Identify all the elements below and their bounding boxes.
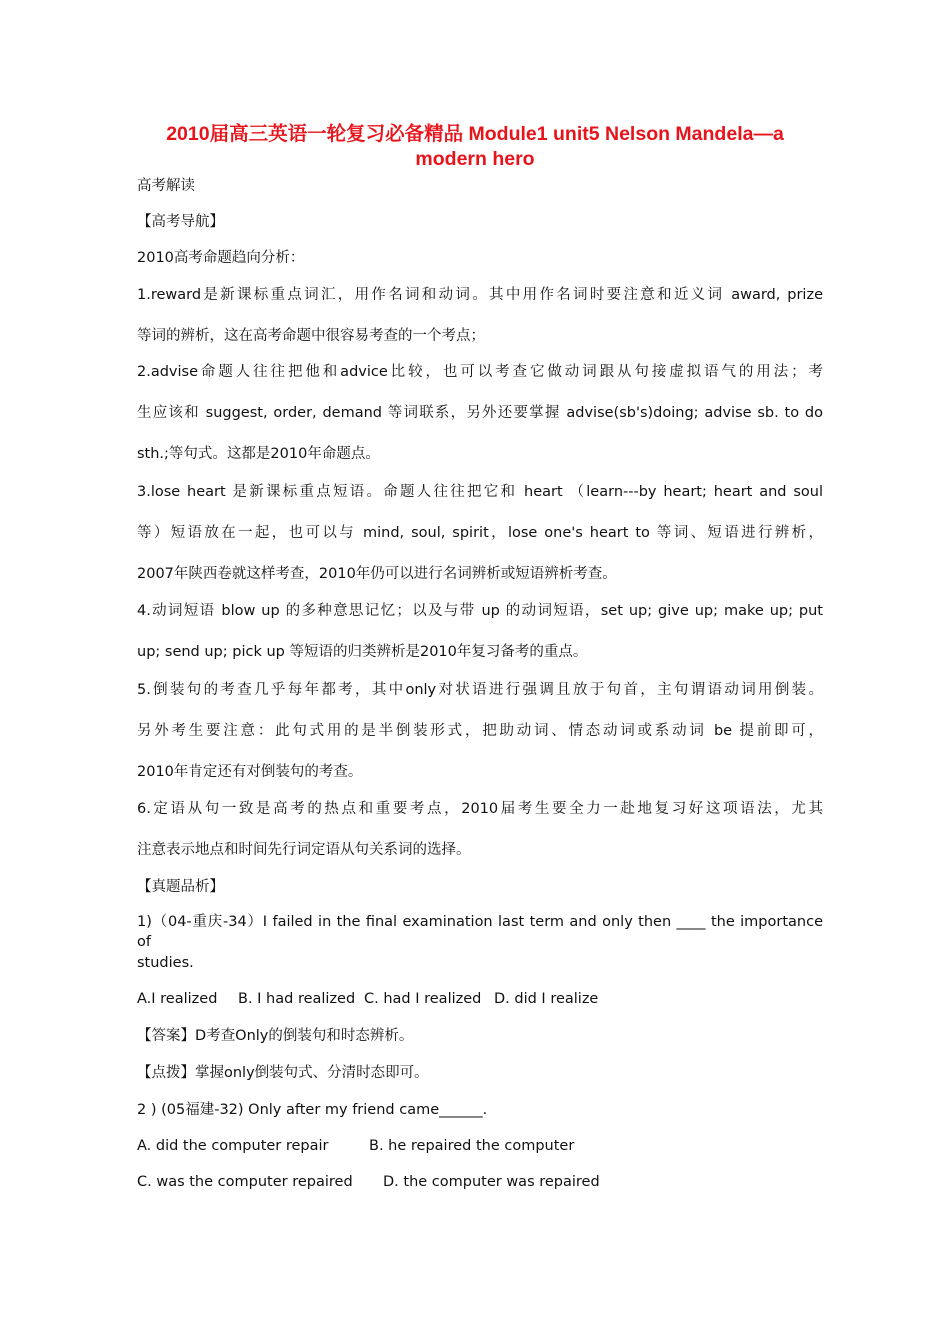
question-1-line-1: 1)（04-重庆-34）I failed in the final examination last term and only then ____ the importance of: [137, 914, 823, 950]
analysis-line: 6.定语从句一致是高考的热点和重要考点，2010届考生要全力一赴地复习好这项语法，尤其: [137, 801, 823, 817]
question-2-option-d: D. the computer was repaired: [383, 1174, 600, 1190]
analysis-line: 2.advise命题人往往把他和advice比较，也可以考查它做动词跟从句接虚拟语气的用法；考: [137, 364, 823, 380]
question-2-line: 2 ) (05福建-32) Only after my friend came______.: [137, 1102, 488, 1118]
analysis-title: 2010高考命题趋向分析：: [137, 250, 305, 266]
question-1-option-c: C. had I realized: [364, 991, 482, 1007]
question-1-option-d: D. did I realize: [494, 991, 599, 1007]
analysis-line: 5.倒装句的考查几乎每年都考，其中only对状语进行强调且放于句首，主句谓语动词用倒装。: [137, 682, 823, 698]
question-2-option-b: B. he repaired the computer: [369, 1138, 575, 1154]
question-2-option-a: A. did the computer repair: [137, 1138, 329, 1154]
analysis-line: 等）短语放在一起，也可以与 mind, soul, spirit，lose one's heart to 等词、短语进行辨析，: [137, 525, 823, 541]
analysis-line: 4.动词短语 blow up 的多种意思记忆；以及与带 up 的动词短语，set up; give up; make up; put: [137, 603, 823, 619]
analysis-line: 另外考生要注意：此句式用的是半倒装形式，把助动词、情态动词或系动词 be 提前即可，: [137, 723, 823, 739]
question-1-line-2: studies.: [137, 955, 194, 971]
section-heading: 高考解读: [137, 178, 195, 194]
analysis-line: up; send up; pick up 等短语的归类辨析是2010年复习备考的重点。: [137, 644, 588, 660]
question-1-option-a: A.I realized: [137, 991, 218, 1007]
analysis-line: sth.;等句式。这都是2010年命题点。: [137, 446, 380, 462]
title-line-2: modern hero: [415, 148, 535, 170]
analysis-line: 注意表示地点和时间先行词定语从句关系词的选择。: [137, 842, 471, 858]
document-title: [120, 122, 830, 172]
analysis-line: 2010年肯定还有对倒装句的考查。: [137, 764, 363, 780]
question-1-option-b: B. I had realized: [238, 991, 356, 1007]
analysis-line: 2007年陕西卷就这样考查，2010年仍可以进行名词辨析或短语辨析考查。: [137, 566, 617, 582]
analysis-line: 3.lose heart 是新课标重点短语。命题人往往把它和 heart （learn---by heart; heart and soul: [137, 484, 823, 500]
question-1-tip: 【点拨】掌握only倒装句式、分清时态即可。: [137, 1065, 429, 1081]
question-2-option-c: C. was the computer repaired: [137, 1174, 353, 1190]
analysis-line: 等词的辨析，这在高考命题中很容易考查的一个考点；: [137, 328, 485, 344]
nav-header: 【高考导航】: [137, 214, 224, 230]
analysis-line: 生应该和 suggest, order, demand 等词联系，另外还要掌握 advise(sb's)doing; advise sb. to do: [137, 405, 823, 421]
analysis-line: 1.reward是新课标重点词汇，用作名词和动词。其中用作名词时要注意和近义词 award, prize: [137, 287, 823, 303]
title-line-1: 2010届高三英语一轮复习必备精品 Module1 unit5 Nelson Mandela—a: [166, 123, 784, 145]
question-1-answer: 【答案】D考查Only的倒装句和时态辨析。: [137, 1028, 414, 1044]
real-exam-header: 【真题品析】: [137, 879, 224, 895]
